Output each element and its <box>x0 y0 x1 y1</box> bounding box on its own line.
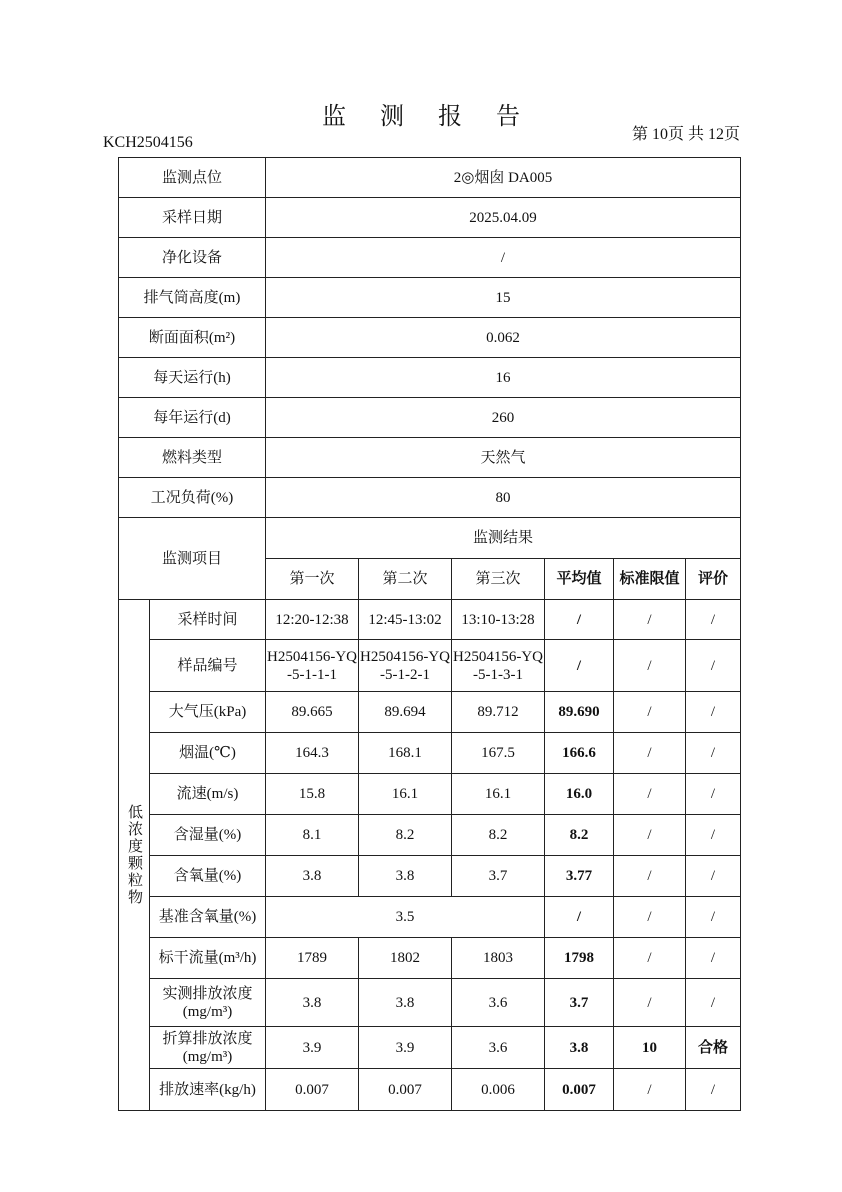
evaluation-value: / <box>686 856 741 897</box>
evaluation-value: / <box>686 1069 741 1111</box>
data-row <box>119 979 741 1027</box>
evaluation-value: / <box>686 640 741 692</box>
data-row <box>119 938 741 979</box>
evaluation-value: / <box>686 897 741 938</box>
row-label: 折算排放浓度(mg/m³) <box>150 1027 266 1069</box>
info-value: 0.062 <box>266 318 741 358</box>
column-header: 标准限值 <box>614 559 686 600</box>
value-v3: 3.6 <box>452 1027 545 1069</box>
evaluation-value: / <box>686 600 741 640</box>
value-v1: 164.3 <box>266 733 359 774</box>
value-v2: 3.8 <box>359 979 452 1027</box>
average-value: / <box>545 897 614 938</box>
info-value: / <box>266 238 741 278</box>
average-value: 166.6 <box>545 733 614 774</box>
average-value: 1798 <box>545 938 614 979</box>
evaluation-value: / <box>686 815 741 856</box>
value-v3: 13:10-13:28 <box>452 600 545 640</box>
info-value: 2025.04.09 <box>266 198 741 238</box>
report-table-body <box>119 158 741 1111</box>
average-value: 3.8 <box>545 1027 614 1069</box>
results-header-row <box>119 518 741 559</box>
limit-value: / <box>614 692 686 733</box>
value-v2: 168.1 <box>359 733 452 774</box>
row-label: 排放速率(kg/h) <box>150 1069 266 1111</box>
data-row <box>119 815 741 856</box>
column-header: 评价 <box>686 559 741 600</box>
row-label: 烟温(℃) <box>150 733 266 774</box>
info-row <box>119 358 741 398</box>
info-row <box>119 438 741 478</box>
value-v1: 12:20-12:38 <box>266 600 359 640</box>
limit-value: / <box>614 733 686 774</box>
info-label: 每天运行(h) <box>119 358 266 398</box>
value-v3: 167.5 <box>452 733 545 774</box>
value-v3: 3.6 <box>452 979 545 1027</box>
info-label: 采样日期 <box>119 198 266 238</box>
average-value: 3.7 <box>545 979 614 1027</box>
value-v1: 1789 <box>266 938 359 979</box>
data-row <box>119 640 741 692</box>
average-value: 16.0 <box>545 774 614 815</box>
info-label: 排气筒高度(m) <box>119 278 266 318</box>
average-value: 89.690 <box>545 692 614 733</box>
row-label: 流速(m/s) <box>150 774 266 815</box>
average-value: / <box>545 640 614 692</box>
limit-value: / <box>614 979 686 1027</box>
value-v2: 1802 <box>359 938 452 979</box>
value-v3: H2504156-YQ-5-1-3-1 <box>452 640 545 692</box>
group-label <box>119 600 150 1111</box>
limit-value: / <box>614 774 686 815</box>
monitoring-item-header: 监测项目 <box>119 518 266 600</box>
average-value: 8.2 <box>545 815 614 856</box>
value-v2: 8.2 <box>359 815 452 856</box>
info-label: 每年运行(d) <box>119 398 266 438</box>
value-v3: 0.006 <box>452 1069 545 1111</box>
value-v1: 89.665 <box>266 692 359 733</box>
row-label: 实测排放浓度(mg/m³) <box>150 979 266 1027</box>
evaluation-value: / <box>686 774 741 815</box>
info-row <box>119 478 741 518</box>
info-row <box>119 398 741 438</box>
data-row <box>119 1027 741 1069</box>
value-v2: 12:45-13:02 <box>359 600 452 640</box>
info-row <box>119 318 741 358</box>
info-label: 燃料类型 <box>119 438 266 478</box>
evaluation-value: 合格 <box>686 1027 741 1069</box>
value-v2: H2504156-YQ-5-1-2-1 <box>359 640 452 692</box>
info-label: 监测点位 <box>119 158 266 198</box>
column-header: 第二次 <box>359 559 452 600</box>
limit-value: 10 <box>614 1027 686 1069</box>
report-title: 监 测 报 告 <box>322 104 534 130</box>
merged-value: 3.5 <box>266 897 545 938</box>
limit-value: / <box>614 1069 686 1111</box>
info-value: 2◎烟囱 DA005 <box>266 158 741 198</box>
column-header: 第一次 <box>266 559 359 600</box>
data-row <box>119 1069 741 1111</box>
value-v3: 16.1 <box>452 774 545 815</box>
value-v2: 89.694 <box>359 692 452 733</box>
evaluation-value: / <box>686 692 741 733</box>
value-v2: 0.007 <box>359 1069 452 1111</box>
value-v3: 89.712 <box>452 692 545 733</box>
info-label: 净化设备 <box>119 238 266 278</box>
limit-value: / <box>614 815 686 856</box>
limit-value: / <box>614 856 686 897</box>
info-label: 断面面积(m²) <box>119 318 266 358</box>
value-v3: 8.2 <box>452 815 545 856</box>
value-v3: 1803 <box>452 938 545 979</box>
limit-value: / <box>614 640 686 692</box>
info-value: 80 <box>266 478 741 518</box>
evaluation-value: / <box>686 938 741 979</box>
data-row <box>119 897 741 938</box>
data-row <box>119 856 741 897</box>
info-label: 工况负荷(%) <box>119 478 266 518</box>
row-label: 基准含氧量(%) <box>150 897 266 938</box>
value-v1: 15.8 <box>266 774 359 815</box>
page-indicator: 第 10页 共 12页 <box>632 126 741 143</box>
row-label: 样品编号 <box>150 640 266 692</box>
row-label: 大气压(kPa) <box>150 692 266 733</box>
info-value: 16 <box>266 358 741 398</box>
value-v2: 16.1 <box>359 774 452 815</box>
value-v1: 8.1 <box>266 815 359 856</box>
info-value: 15 <box>266 278 741 318</box>
info-row <box>119 198 741 238</box>
limit-value: / <box>614 897 686 938</box>
row-label: 含湿量(%) <box>150 815 266 856</box>
value-v1: 0.007 <box>266 1069 359 1111</box>
limit-value: / <box>614 600 686 640</box>
report-code: KCH2504156 <box>103 134 193 151</box>
evaluation-value: / <box>686 979 741 1027</box>
info-value: 天然气 <box>266 438 741 478</box>
info-row <box>119 158 741 198</box>
info-value: 260 <box>266 398 741 438</box>
data-row <box>119 600 741 640</box>
value-v1: 3.8 <box>266 979 359 1027</box>
average-value: / <box>545 600 614 640</box>
row-label: 标干流量(m³/h) <box>150 938 266 979</box>
value-v2: 3.9 <box>359 1027 452 1069</box>
limit-value: / <box>614 938 686 979</box>
info-row <box>119 238 741 278</box>
info-row <box>119 278 741 318</box>
value-v1: 3.8 <box>266 856 359 897</box>
value-v2: 3.8 <box>359 856 452 897</box>
data-row <box>119 692 741 733</box>
value-v3: 3.7 <box>452 856 545 897</box>
value-v1: 3.9 <box>266 1027 359 1069</box>
group-label-text: 低浓度颗粒物 <box>126 804 142 906</box>
average-value: 0.007 <box>545 1069 614 1111</box>
evaluation-value: / <box>686 733 741 774</box>
row-label: 含氧量(%) <box>150 856 266 897</box>
row-label: 采样时间 <box>150 600 266 640</box>
average-value: 3.77 <box>545 856 614 897</box>
data-row <box>119 733 741 774</box>
monitoring-results-header: 监测结果 <box>266 518 741 559</box>
monitoring-report-table <box>118 157 741 1111</box>
data-row <box>119 774 741 815</box>
column-header: 平均值 <box>545 559 614 600</box>
column-header: 第三次 <box>452 559 545 600</box>
value-v1: H2504156-YQ-5-1-1-1 <box>266 640 359 692</box>
